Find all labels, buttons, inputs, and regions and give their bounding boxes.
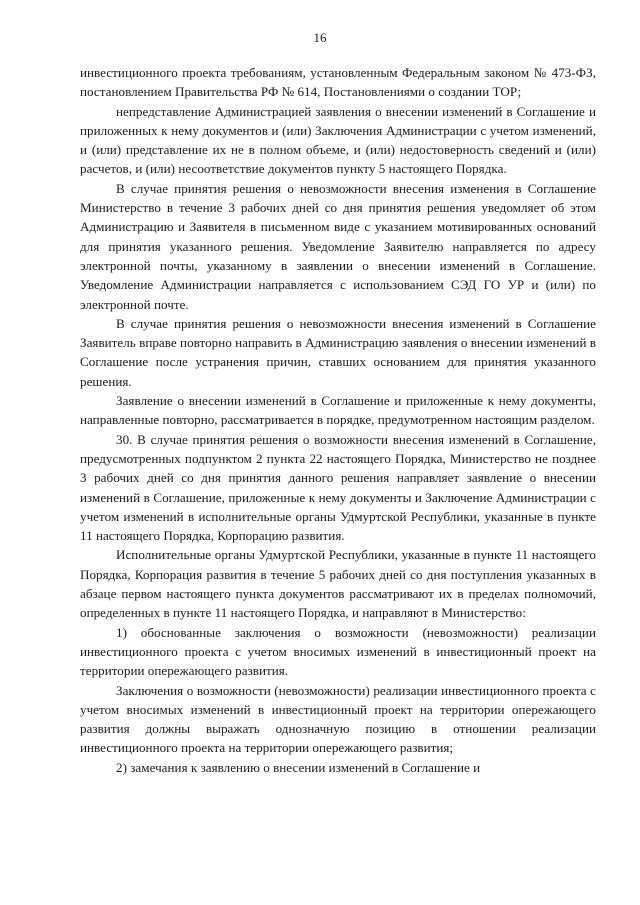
page-number: 16 — [313, 30, 327, 45]
paragraph-non-submission-of-application: непредставление Администрацией заявления о внесении изменений в Соглашение и приложенных к нему документов и (или) Заключения Администрации с учетом изменений, и (или) представление их не в полном объеме, и (или) недостоверность сведений и (или) расчетов, и (или) несоответствие документов пункту 5 настоящего Порядка. — [80, 103, 596, 177]
paragraph-executive-bodies-review: Исполнительные органы Удмуртской Республики, указанные в пункте 11 настоящего Порядка, Корпорация развития в течение 5 рабочих дней со дня поступления указанных в абзаце первом настоящего пункта документов рассматривают их в пределах полномочий, определенных в пункте 11 настоящего Порядка, и направляют в Министерство: — [80, 547, 596, 621]
paragraph-conclusions-position: Заключения о возможности (невозможности) реализации инвестиционного проекта с учетом вносимых изменений в инвестиционный проект на территории опережающего развития должны выражать однозначную позицию в отношении реализации инвестиционного проекта на территории опережающего развития; — [80, 682, 596, 756]
paragraph-clause-30: 30. В случае принятия решения о возможности внесения изменений в Соглашение, предусмотренных подпунктом 2 пункта 22 настоящего Порядка, Министерство не позднее 3 рабочих дней со дня принятия данного решения направляет заявление о внесении изменений в Соглашение, приложенные к нему документы и Заключение Администрации с учетом изменений в исполнительные органы Удмуртской Республики, указанные в пункте 11 настоящего Порядка, Корпорацию развития. — [80, 431, 596, 544]
document-body — [80, 63, 596, 777]
paragraph-impossibility-decision-notification: В случае принятия решения о невозможности внесения изменения в Соглашение Министерство в течение 3 рабочих дней со дня принятия решения уведомляет об этом Администрацию и Заявителя в письменном виде с указанием мотивированных оснований для принятия указанного решения. Уведомление Заявителю направляется по адресу электронной почты, указанному в заявлении о внесении изменений в Соглашение. Уведомление Администрации направляется с использованием СЭД ГО УР и (или) по электронной почте. — [80, 180, 596, 312]
paragraph-item-2-remarks: 2) замечания к заявлению о внесении изменений в Соглашение и — [116, 759, 481, 775]
paragraph-investment-project-requirements: инвестиционного проекта требованиям, установленным Федеральным законом № 473-ФЗ, постановлением Правительства РФ № 614, Постановлениями о создании ТОР; — [80, 65, 596, 100]
paragraph-repeat-application-right: В случае принятия решения о невозможности внесения изменений в Соглашение Заявитель вправе повторно направить в Администрацию заявления о внесении изменений в Соглашение после устранения причин, ставших основанием для принятия указанного решения. — [80, 315, 596, 389]
paragraph-repeat-application-review: Заявление о внесении изменений в Соглашение и приложенные к нему документы, направленные повторно, рассматривается в порядке, предумотренном настоящим разделом. — [80, 393, 596, 428]
paragraph-item-1-conclusions: 1) обоснованные заключения о возможности (невозможности) реализации инвестиционного проекта с учетом вносимых изменений в инвестиционный проект на территории опережающего развития. — [80, 624, 596, 679]
